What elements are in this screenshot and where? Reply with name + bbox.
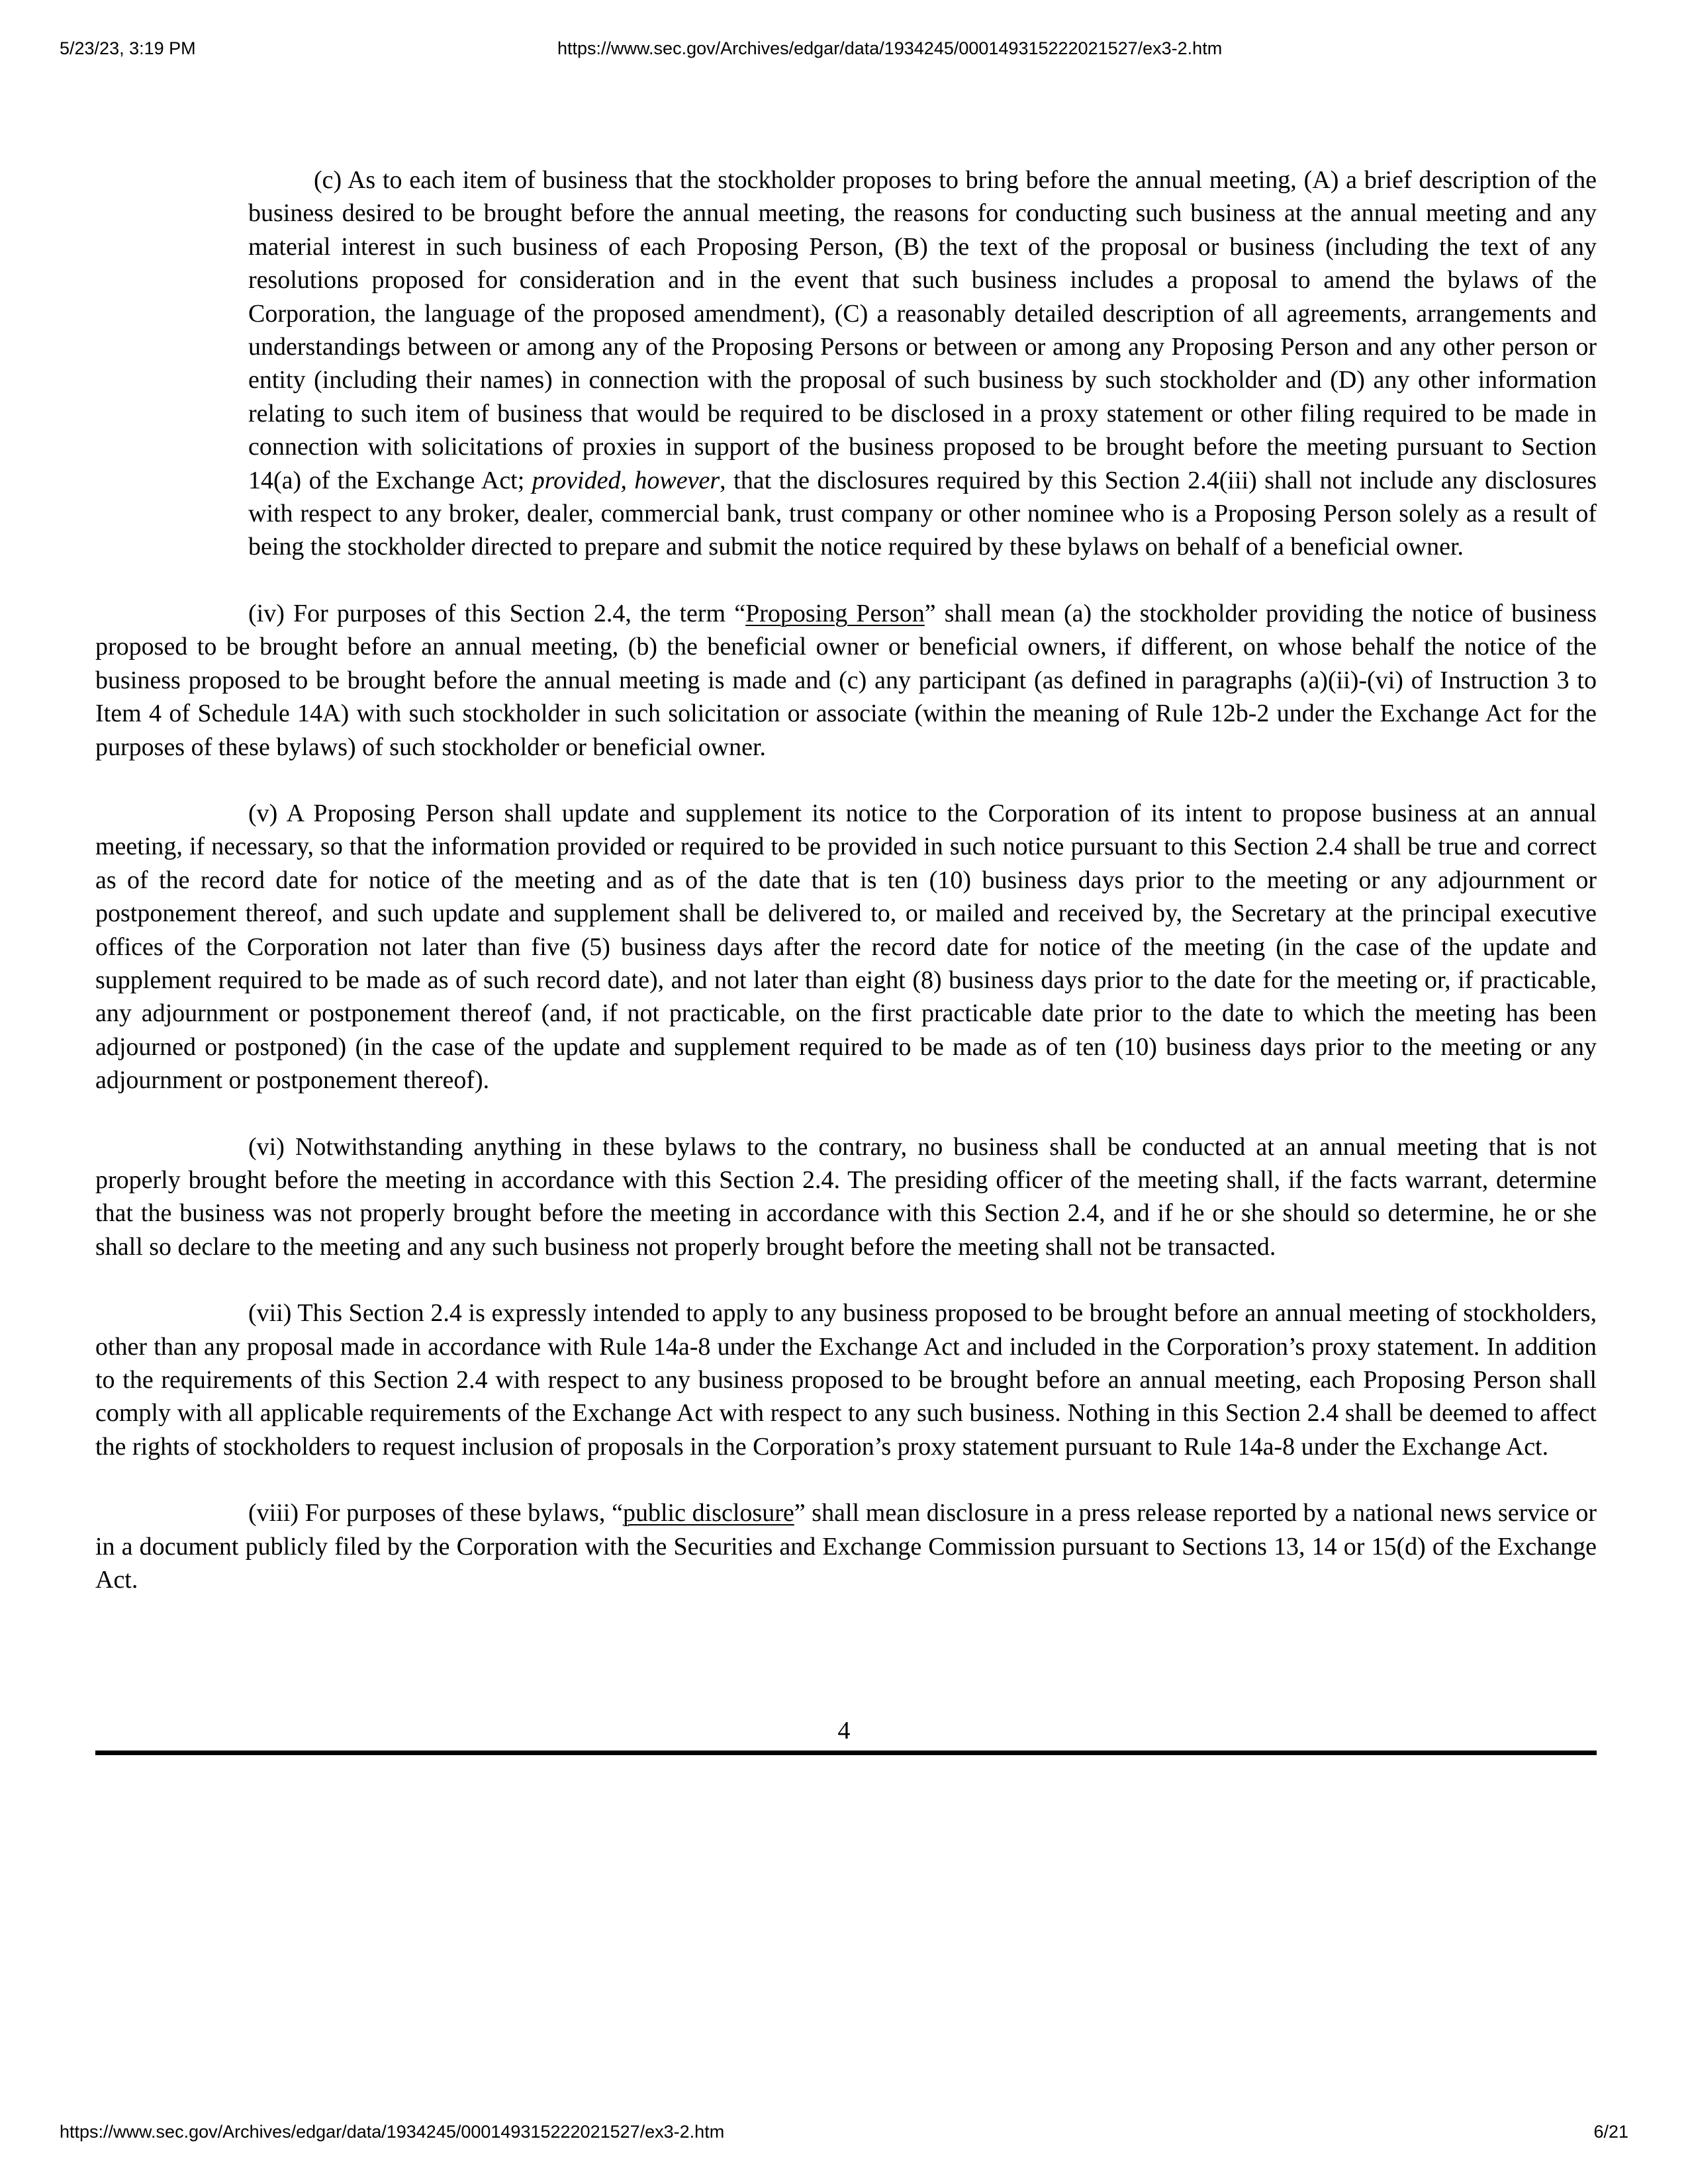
page-divider — [95, 1751, 1597, 1755]
paragraph-iv-text-1: (iv) For purposes of this Section 2.4, the term “ — [248, 599, 746, 627]
paragraph-vi — [95, 1130, 1597, 1264]
print-header — [0, 38, 1688, 62]
paragraph-c-text-1: (c) As to each item of business that the stockholder proposes to bring before the annual meeting, (A) a brief description of the business desired to be brought before the annual meeting, the reasons for conducting such business at the annual meeting and any material interest in such business of each Proposing Person, (B) the text of the proposal or business (including the text of any resolutions proposed for consideration and in the event that such business includes a proposal to amend the bylaws of the Corporation, the language of the proposed amendment), (C) a reasonably detailed description of all agreements, arrangements and understandings between or among any of the Proposing Persons or between or among any Proposing Person and any other person or entity (including their names) in connection with the proposal of such business by such stockholder and (D) any other information relating to such item of business that would be required to be disclosed in a proxy statement or other filing required to be made in connection with solicitations of proxies in support of the business proposed to be brought before the meeting pursuant to Section 14(a) of the Exchange Act; — [248, 166, 1597, 494]
print-header-url: https://www.sec.gov/Archives/edgar/data/1934245/000149315222021527/ex3-2.htm — [557, 38, 1223, 58]
paragraph-iv-text-2: ” shall mean (a) the stockholder providing the notice of business proposed to be brought before an annual meeting, (b) the beneficial owner or beneficial owners, if different, on whose behalf the notice of the business proposed to be brought before the annual meeting is made and (c) any participant (as defined in paragraphs (a)(ii)-(vi) of Instruction 3 to Item 4 of Schedule 14A) with such stockholder in such solicitation or associate (within the meaning of Rule 12b-2 under the Exchange Act for the purposes of these bylaws) of such stockholder or beneficial owner. — [95, 599, 1597, 761]
paragraph-c — [248, 163, 1597, 564]
document-body — [95, 163, 1597, 1629]
paragraph-v — [95, 797, 1597, 1097]
paragraph-c-italic: provided, however — [532, 466, 720, 494]
paragraph-vii-text: (vii) This Section 2.4 is expressly intended to apply to any business proposed to be brought before an annual meeting of stockholders, other than any proposal made in accordance with Rule 14a-8 under the Exchange Act and included in the Corporation’s proxy statement. In addition to the requirements of this Section 2.4 with respect to any business proposed to be brought before an annual meeting, each Proposing Person shall comply with all applicable requirements of the Exchange Act with respect to any such business. Nothing in this Section 2.4 shall be deemed to affect the rights of stockholders to request inclusion of proposals in the Corporation’s proxy statement pursuant to Rule 14a-8 under the Exchange Act. — [95, 1299, 1597, 1461]
print-timestamp: 5/23/23, 3:19 PM — [60, 38, 196, 58]
paragraph-iv — [95, 597, 1597, 764]
defined-term-public-disclosure: public disclosure — [622, 1499, 794, 1527]
paragraph-vi-text: (vi) Notwithstanding anything in these bylaws to the contrary, no business shall be conducted at an annual meeting that is not properly brought before the meeting in accordance with this Section 2.4. The presiding officer of the meeting shall, if the facts warrant, determine that the business was not properly brought before the meeting in accordance with this Section 2.4, and if he or she should so determine, he or she shall so declare to the meeting and any such business not properly brought before the meeting shall not be transacted. — [95, 1132, 1597, 1261]
print-footer — [0, 2122, 1688, 2146]
defined-term-proposing-person: Proposing Person — [745, 599, 925, 627]
paragraph-c-text-2: , that the disclosures required by this Section 2.4(iii) shall not include any disclosures with respect to any broker, dealer, commercial bank, trust company or other nominee who is a Proposing Person solely as a result of being the stockholder directed to prepare and submit the notice required by these bylaws on behalf of a beneficial owner. — [248, 466, 1597, 561]
page-number: 4 — [837, 1717, 851, 1745]
print-page-counter: 6/21 — [1593, 2122, 1628, 2142]
paragraph-vii — [95, 1297, 1597, 1463]
paragraph-viii-text-2: ” shall mean disclosure in a press release reported by a national news service or in a document publicly filed by the Corporation with the Securities and Exchange Commission pursuant to Sections 13, 14 or 15(d) of the Exchange Act. — [95, 1499, 1597, 1594]
paragraph-v-text: (v) A Proposing Person shall update and supplement its notice to the Corporation of its intent to propose business at an annual meeting, if necessary, so that the information provided or required to be provided in such notice pursuant to this Section 2.4 shall be true and correct as of the record date for notice of the meeting and as of the date that is ten (10) business days prior to the meeting or any adjournment or postponement thereof, and such update and supplement shall be delivered to, or mailed and received by, the Secretary at the principal executive offices of the Corporation not later than five (5) business days after the record date for notice of the meeting (in the case of the update and supplement required to be made as of such record date), and not later than eight (8) business days prior to the date for the meeting or, if practicable, any adjournment or postponement thereof (and, if not practicable, on the first practicable date prior to the date to which the meeting has been adjourned or postponed) (in the case of the update and supplement required to be made as of ten (10) business days prior to the meeting or any adjournment or postponement thereof). — [95, 799, 1597, 1095]
print-footer-url: https://www.sec.gov/Archives/edgar/data/1934245/000149315222021527/ex3-2.htm — [60, 2122, 725, 2142]
paragraph-viii-text-1: (viii) For purposes of these bylaws, “ — [248, 1499, 623, 1527]
paragraph-viii — [95, 1496, 1597, 1596]
